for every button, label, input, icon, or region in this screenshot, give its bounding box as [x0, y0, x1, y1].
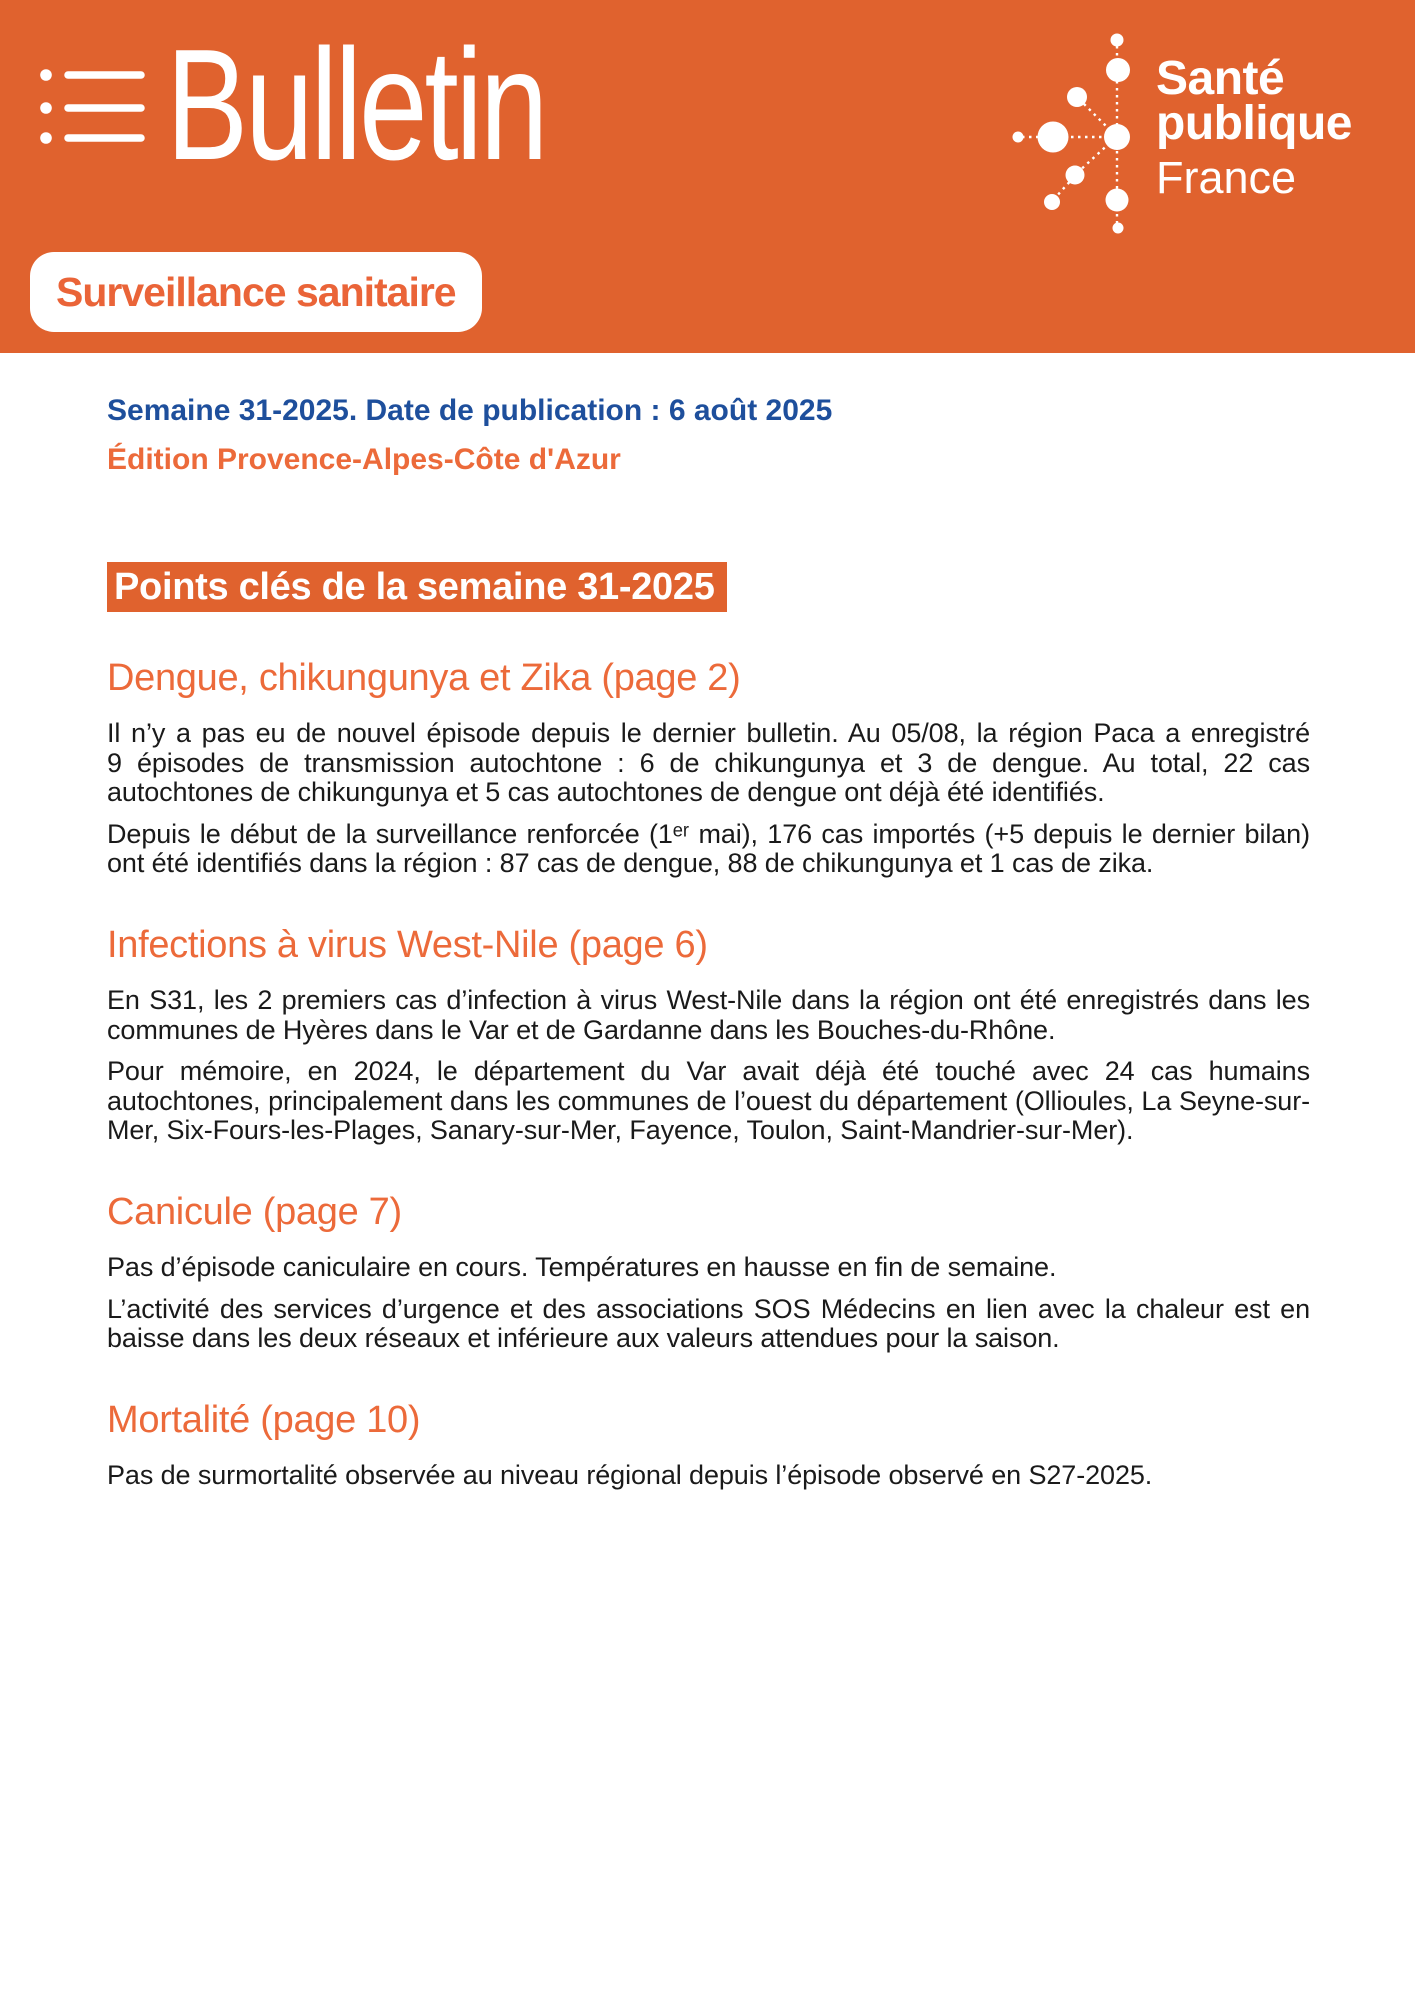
section-heading: Mortalité (page 10) [107, 1398, 421, 1441]
paragraph: Il n’y a pas eu de nouvel épisode depuis le dernier bulletin. Au 05/08, la région Paca a enregistré 9 épisodes de transmission autochtone : 6 de chikungunya et 3 de dengue. Au total, 22 cas autochtones de chikungunya et 5 cas autochtones de dengue ont déjà été identifiés. [107, 718, 1310, 808]
surveillance-badge [30, 252, 482, 332]
section-heading: Infections à virus West-Nile (page 6) [107, 923, 708, 966]
paragraph: Depuis le début de la surveillance renforcée (1ᵉʳ mai), 176 cas importés (+5 depuis le dernier bilan) ont été identifiés dans la région : 87 cas de dengue, 88 de chikungunya et 1 cas de zika. [107, 818, 1310, 879]
keypoints-title: Points clés de la semaine 31-2025 [107, 562, 727, 612]
surveillance-badge-label: Surveillance sanitaire [56, 268, 456, 315]
section-mortalite [107, 1398, 1310, 1491]
paragraph: Pas de surmortalité observée au niveau régional depuis l’épisode observé en S27-2025. [107, 1459, 1153, 1490]
keypoints-title-bar [107, 562, 1310, 612]
paragraph: Pas d’épisode caniculaire en cours. Températures en hausse en fin de semaine. [107, 1251, 1057, 1282]
edition-line: Édition Provence-Alpes-Côte d'Azur [107, 443, 621, 476]
spf-logo-wordmark [1156, 52, 1352, 203]
spf-logo-line-france: France [1156, 152, 1297, 203]
spf-logo-line-publique: publique [1156, 97, 1352, 150]
brand-title: Bulletin [166, 17, 546, 193]
section-dengue-chikungunya-zika [107, 656, 1310, 879]
content [0, 393, 1415, 1490]
section-heading: Canicule (page 7) [107, 1190, 402, 1233]
section-west-nile [107, 923, 1310, 1146]
spf-dots-network-icon [995, 28, 1145, 243]
section-heading: Dengue, chikungunya et Zika (page 2) [107, 657, 741, 699]
paragraph: Pour mémoire, en 2024, le département du Var avait déjà été touché avec 24 cas humains autochtones, principalement dans les communes de l’ouest du département (Ollioules, La Seyne-sur-Mer, Six-Fours-les-Plages, Sanary-sur-Mer, Fayence, Toulon, Saint-Mandrier-sur-Mer). [107, 1056, 1310, 1146]
week-publication-line: Semaine 31-2025. Date de publication : 6 août 2025 [107, 394, 833, 427]
paragraph: En S31, les 2 premiers cas d’infection à virus West-Nile dans la région ont été enregistrés dans les communes de Hyères dans le Var et de Gardanne dans les Bouches-du-Rhône. [107, 984, 1310, 1045]
masthead [0, 0, 1415, 353]
bulleted-list-icon [33, 62, 148, 153]
paragraph: L’activité des services d’urgence et des associations SOS Médecins en lien avec la chaleur est en baisse dans les deux réseaux et inférieure aux valeurs attendues pour la saison. [107, 1293, 1310, 1354]
spf-logo-line-sante: Santé [1156, 52, 1285, 105]
section-canicule [107, 1190, 1310, 1354]
